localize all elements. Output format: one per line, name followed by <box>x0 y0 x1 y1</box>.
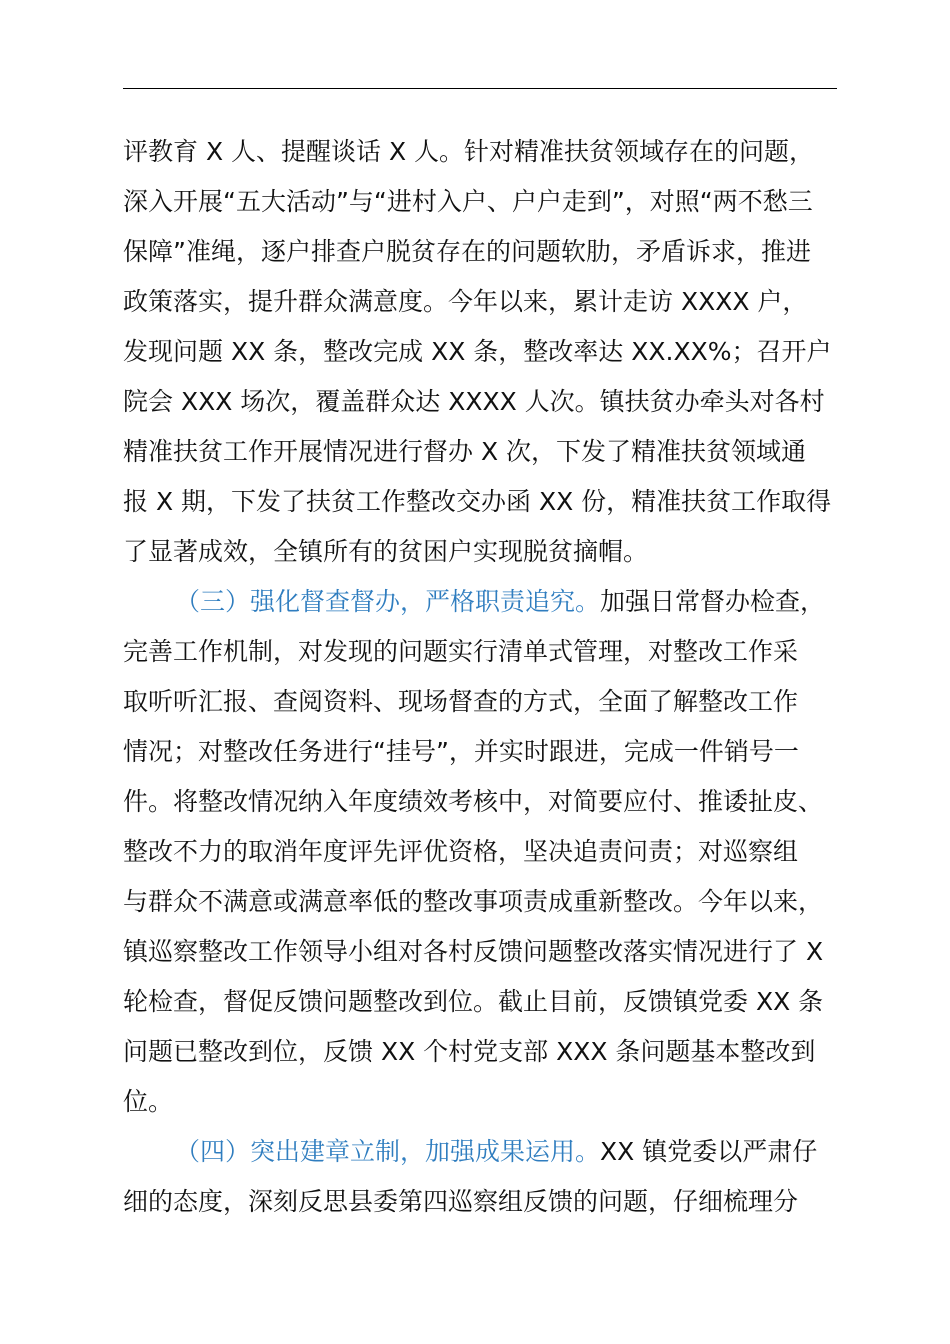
text-line: 了显著成效，全镇所有的贫困户实现脱贫摘帽。 <box>123 537 649 566</box>
text-line: 整改不力的取消年度评先评优资格，坚决追责问责；对巡察组 <box>123 837 799 866</box>
section-4-first-text: XX 镇党委以严肃仔 <box>600 1137 818 1166</box>
text-line: 深入开展“五大活动”与“进村入户、户户走到”，对照“两不愁三 <box>123 187 813 216</box>
text-line: 发现问题 XX 条，整改完成 XX 条，整改率达 XX.XX%；召开户 <box>123 337 832 366</box>
text-line: 与群众不满意或满意率低的整改事项责成重新整改。今年以来， <box>123 887 824 916</box>
text-line: 完善工作机制，对发现的问题实行清单式管理，对整改工作采 <box>123 637 799 666</box>
text-line: 情况；对整改任务进行“挂号”，并实时跟进，完成一件销号一 <box>123 737 799 766</box>
text-line: 保障”准绳，逐户排查户脱贫存在的问题软肋，矛盾诉求，推进 <box>123 237 811 266</box>
section-3-first-line <box>123 577 843 627</box>
text-line: 轮检查，督促反馈问题整改到位。截止目前，反馈镇党委 XX 条 <box>123 987 824 1016</box>
text-line: 取听听汇报、查阅资料、现场督查的方式，全面了解整改工作 <box>123 687 799 716</box>
text-line: 问题已整改到位，反馈 XX 个村党支部 XXX 条问题基本整改到 <box>123 1037 816 1066</box>
section-4-heading: （四）突出建章立制，加强成果运用。 <box>175 1137 601 1166</box>
section-4-first-line <box>123 1127 843 1177</box>
header-rule <box>123 88 837 89</box>
text-line: 位。 <box>123 1087 174 1116</box>
text-line: 院会 XXX 场次，覆盖群众达 XXXX 人次。镇扶贫办牵头对各村 <box>123 387 825 416</box>
section-3-heading: （三）强化督查督办，严格职责追究。 <box>175 587 601 616</box>
text-line: 细的态度，深刻反思县委第四巡察组反馈的问题，仔细梳理分 <box>123 1187 799 1216</box>
text-line: 政策落实，提升群众满意度。今年以来，累计走访 XXXX 户， <box>123 287 808 316</box>
text-line: 精准扶贫工作开展情况进行督办 X 次，下发了精准扶贫领域通 <box>123 437 807 466</box>
section-3-first-text: 加强日常督办检查， <box>600 587 826 616</box>
text-line: 镇巡察整改工作领导小组对各村反馈问题整改落实情况进行了 X <box>123 937 824 966</box>
text-line: 件。将整改情况纳入年度绩效考核中，对简要应付、推诿扯皮、 <box>123 787 824 816</box>
text-line: 评教育 X 人、提醒谈话 X 人。针对精准扶贫领域存在的问题， <box>123 137 815 166</box>
body-text <box>123 127 843 1227</box>
text-line: 报 X 期，下发了扶贫工作整改交办函 XX 份，精准扶贫工作取得 <box>123 487 832 516</box>
